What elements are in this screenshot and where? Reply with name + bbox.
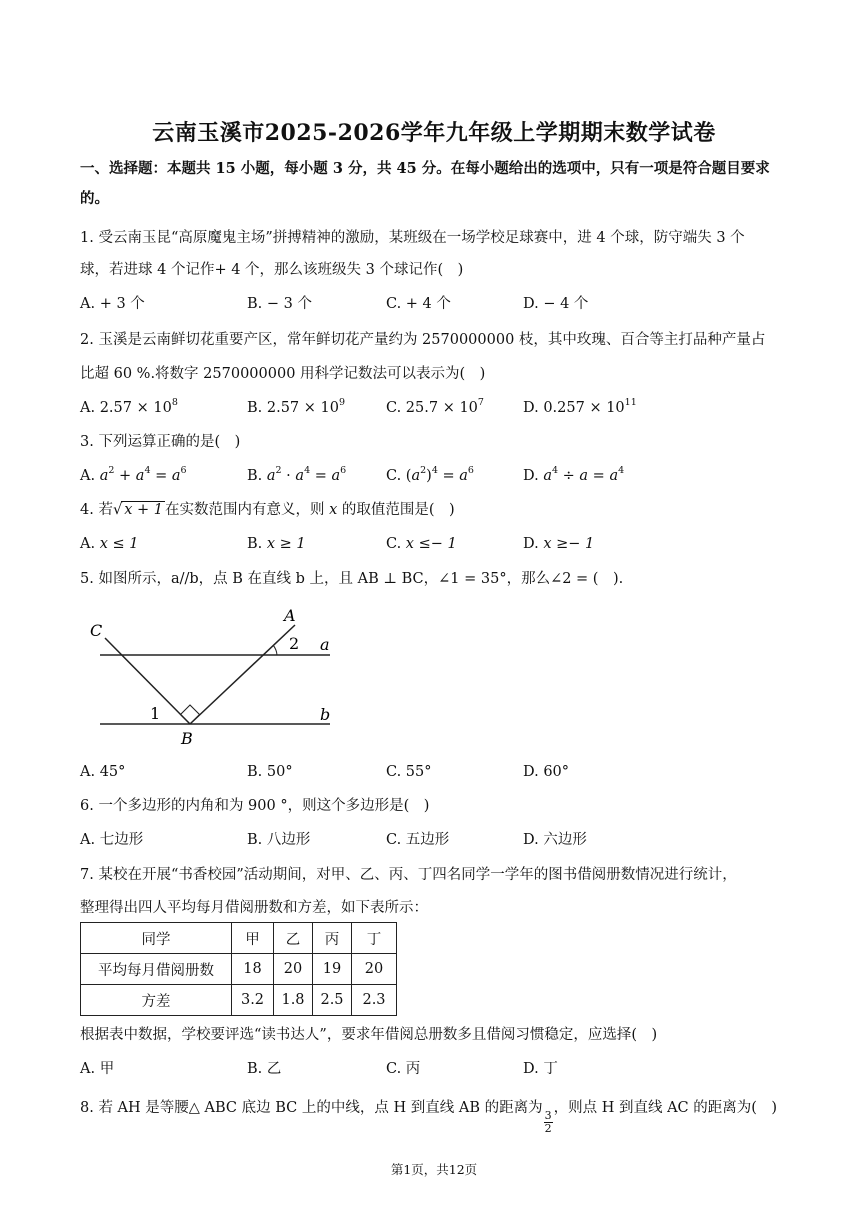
page-footer: 第1页，共12页 [390,1162,478,1177]
table-header-cell: 乙 [274,923,313,954]
segment-ba [190,625,295,724]
q7-option-b: B. 乙 [247,1061,282,1077]
label-c: C [90,621,103,640]
table-cell: 2.5 [313,985,352,1016]
label-a-point: A [284,606,296,625]
table-row [81,985,397,1016]
q2-stem-line2: 比超 60 %.将数字 2570000000 用科学记数法可以表示为( ) [80,366,486,382]
table-header-cell: 同学 [81,923,232,954]
label-b-line: b [320,705,331,724]
table-cell: 19 [313,954,352,985]
q3-option-c: C. $(a^2)^4 = a^6$ [386,465,474,484]
table-cell: 18 [232,954,274,985]
q3-option-d: D. $a^4 \div a = a^4$ [523,465,625,484]
q2-option-d: D. $0.257 \times 10^{11}$ [523,397,637,416]
q6-option-b: B. 八边形 [247,832,311,848]
right-angle-mark [181,705,200,724]
label-2: 2 [289,634,300,653]
table-cell: 3.2 [232,985,274,1016]
table-header-row [81,923,397,954]
q8-stem: 8. 若 AH 是等腰△ ABC 底边 BC 上的中线，点 H 到直线 AB 的距离为 $\frac{3}{2}$ ，则点 H 到直线 AC 的距离为( ) [80,1100,778,1135]
q2-option-b: B. $2.57 \times 10^9$ [247,397,346,416]
q7-stem-line1: 7. 某校在开展“书香校园”活动期间，对甲、乙、丙、丁四名同学一学年的图书借阅册数情况进行统计， [80,867,737,883]
q5-option-c: C. 55° [386,764,432,780]
q1-stem-line2: 球，若进球 4 个记作+ 4 个，那么该班级失 3 个球记作( ) [80,262,464,278]
q5-figure [80,600,360,750]
angle-2-arc [273,645,277,655]
q3-option-a: A. $a^2 + a^4 = a^6$ [80,465,187,484]
q1-option-b: B. − 3 个 [247,296,312,312]
q2-option-a: A. $2.57 \times 10^8$ [80,397,178,416]
q5-stem: 5. 如图所示，a//b，点 B 在直线 b 上，且 AB ⊥ BC，∠1 = 35°，那么∠2 = ( ). [80,571,624,587]
q1-option-c: C. + 4 个 [386,296,451,312]
q6-option-d: D. 六边形 [523,832,587,848]
q4-radicand: x + 1 [121,501,165,519]
q4-option-d: D. x ≥− 1 [523,536,595,552]
exam-title: 云南玉溪市2025-2026学年九年级上学期期末数学试卷 [152,120,716,146]
q1-option-a: A. + 3 个 [80,296,145,312]
table-cell: 20 [352,954,397,985]
q7-stem-line3: 根据表中数据，学校要评选“读书达人”，要求年借阅总册数多且借阅习惯稳定，应选择( ) [80,1027,658,1043]
q6-stem: 6. 一个多边形的内角和为 900 °，则这个多边形是( ) [80,798,430,814]
q8-fraction: $\frac{3}{2}$ [544,1109,552,1135]
q7-stem-line2: 整理得出四人平均每月借阅册数和方差，如下表所示： [80,900,428,916]
q2-option-c: C. $25.7 \times 10^7$ [386,397,484,416]
table-header-cell: 甲 [232,923,274,954]
table-header-cell: 丙 [313,923,352,954]
q7-option-a: A. 甲 [80,1061,115,1077]
q7-option-d: D. 丁 [523,1061,558,1077]
q6-option-c: C. 五边形 [386,832,450,848]
q3-stem: 3. 下列运算正确的是( ) [80,434,241,450]
table-cell: 1.8 [274,985,313,1016]
label-a-line: a [320,635,330,654]
segment-bc [105,638,190,724]
q7-option-c: C. 丙 [386,1061,421,1077]
q3-option-b: B. $a^2 \cdot a^4 = a^6$ [247,465,347,484]
table-header-cell: 丁 [352,923,397,954]
q5-option-d: D. 60° [523,764,570,780]
q6-option-a: A. 七边形 [80,832,144,848]
table-cell: 平均每月借阅册数 [81,954,232,985]
q5-option-b: B. 50° [247,764,293,780]
table-cell: 20 [274,954,313,985]
q2-stem-line1: 2. 玉溪是云南鲜切花重要产区，常年鲜切花产量约为 2570000000 枝，其中玫瑰、百合等主打品种产量占 [80,332,766,348]
section-heading-line2: 的。 [80,190,109,207]
q4-stem: 4. 若√ x + 1 在实数范围内有意义，则 x 的取值范围是( ) [80,502,455,518]
q1-stem-line1: 1. 受云南玉昆“高原魔鬼主场”拼搏精神的激励，某班级在一场学校足球赛中，进 4 个球，防守端失 3 个 [80,230,745,246]
q4-option-b: B. x ≥ 1 [247,536,306,552]
q4-option-a: A. x ≤ 1 [80,536,139,552]
table-row [81,954,397,985]
table-cell: 2.3 [352,985,397,1016]
q7-data-table [80,922,397,1016]
label-1: 1 [150,704,161,723]
section-heading-line1: 一、选择题：本题共 15 小题，每小题 3 分，共 45 分。在每小题给出的选项中，只有一项是符合题目要求 [80,160,770,177]
q1-option-d: D. − 4 个 [523,296,589,312]
q4-option-c: C. x ≤− 1 [386,536,457,552]
label-b-point: B [181,729,193,748]
table-cell: 方差 [81,985,232,1016]
q5-option-a: A. 45° [80,764,126,780]
